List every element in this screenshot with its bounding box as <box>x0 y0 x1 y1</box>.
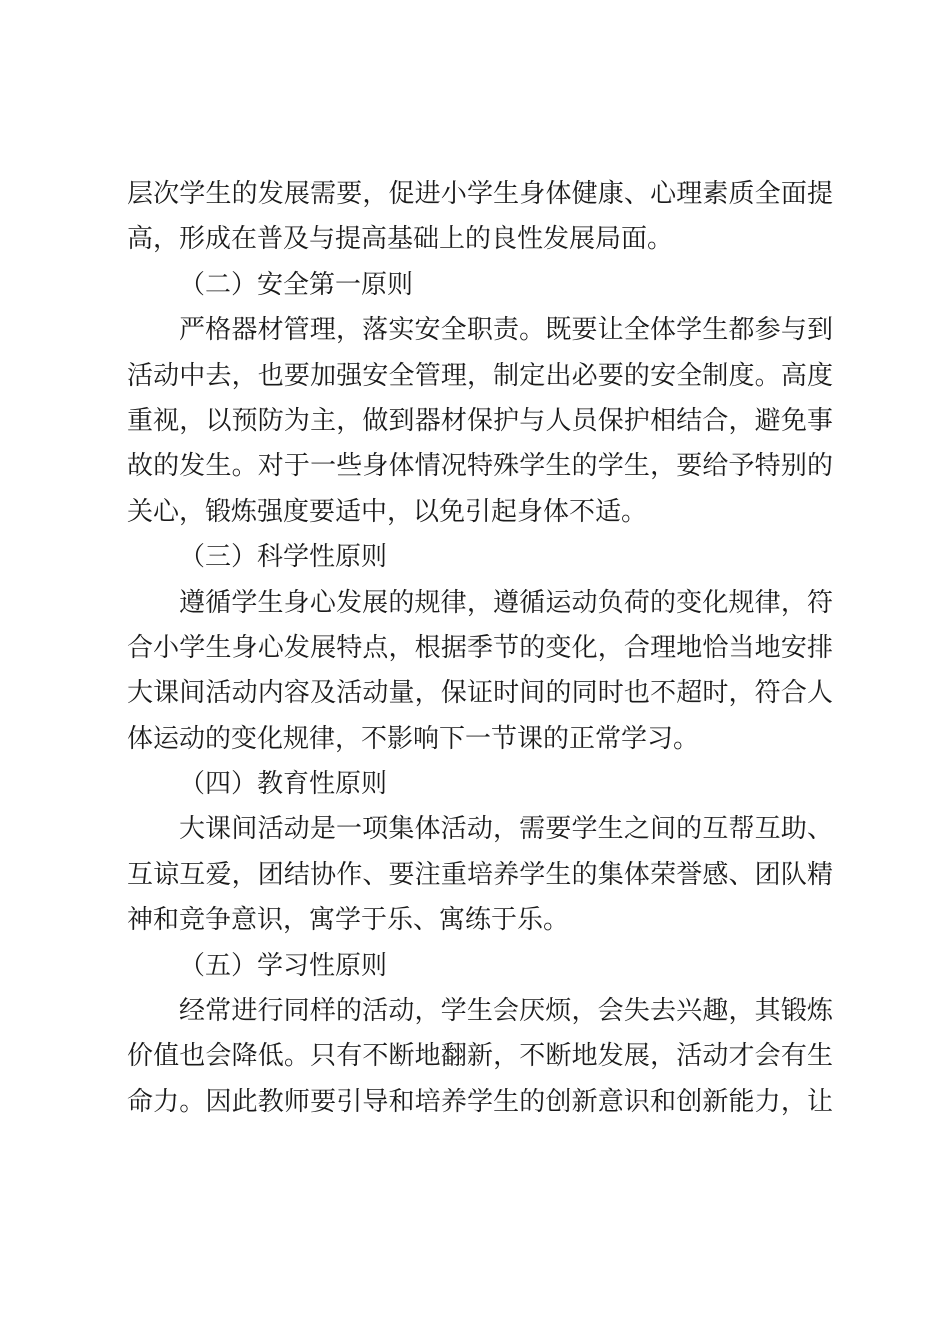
text-line: 关心，锻炼强度要适中，以免引起身体不适。 <box>127 496 648 527</box>
text-line: 经常进行同样的活动，学生会厌烦，会失去兴趣，其锻炼 <box>179 996 833 1027</box>
section-heading: （五）学习性原则 <box>179 950 388 981</box>
document-body <box>127 172 833 1125</box>
text-line: 大课间活动内容及活动量，保证时间的同时也不超时，符合人 <box>127 678 833 709</box>
text-line: 故的发生。对于一些身体情况特殊学生的学生，要给予特别的 <box>127 451 833 482</box>
text-line: 合小学生身心发展特点，根据季节的变化，合理地恰当地安排 <box>127 632 833 663</box>
text-line: 重视，以预防为主，做到器材保护与人员保护相结合，避免事 <box>127 405 833 436</box>
text-line: 价值也会降低。只有不断地翻新，不断地发展，活动才会有生 <box>127 1041 833 1072</box>
text-line: 神和竞争意识，寓学于乐、寓练于乐。 <box>127 905 570 936</box>
text-line: 互谅互爱，团结协作、要注重培养学生的集体荣誉感、团队精 <box>127 859 833 890</box>
text-line: 命力。因此教师要引导和培养学生的创新意识和创新能力，让 <box>127 1086 833 1117</box>
text-line: 层次学生的发展需要，促进小学生身体健康、心理素质全面提 <box>127 179 833 209</box>
text-line: 遵循学生身心发展的规律，遵循运动负荷的变化规律，符 <box>179 587 833 618</box>
text-line: 活动中去，也要加强安全管理，制定出必要的安全制度。高度 <box>127 360 833 391</box>
section-heading: （四）教育性原则 <box>179 769 388 800</box>
text-line: 高，形成在普及与提高基础上的良性发展局面。 <box>127 224 674 255</box>
section-heading: （三）科学性原则 <box>179 542 388 573</box>
section-heading: （二）安全第一原则 <box>179 269 414 300</box>
text-line: 大课间活动是一项集体活动，需要学生之间的互帮互助、 <box>179 814 833 845</box>
text-line: 体运动的变化规律，不影响下一节课的正常学习。 <box>127 723 700 754</box>
text-line: 严格器材管理，落实安全职责。既要让全体学生都参与到 <box>179 315 833 346</box>
